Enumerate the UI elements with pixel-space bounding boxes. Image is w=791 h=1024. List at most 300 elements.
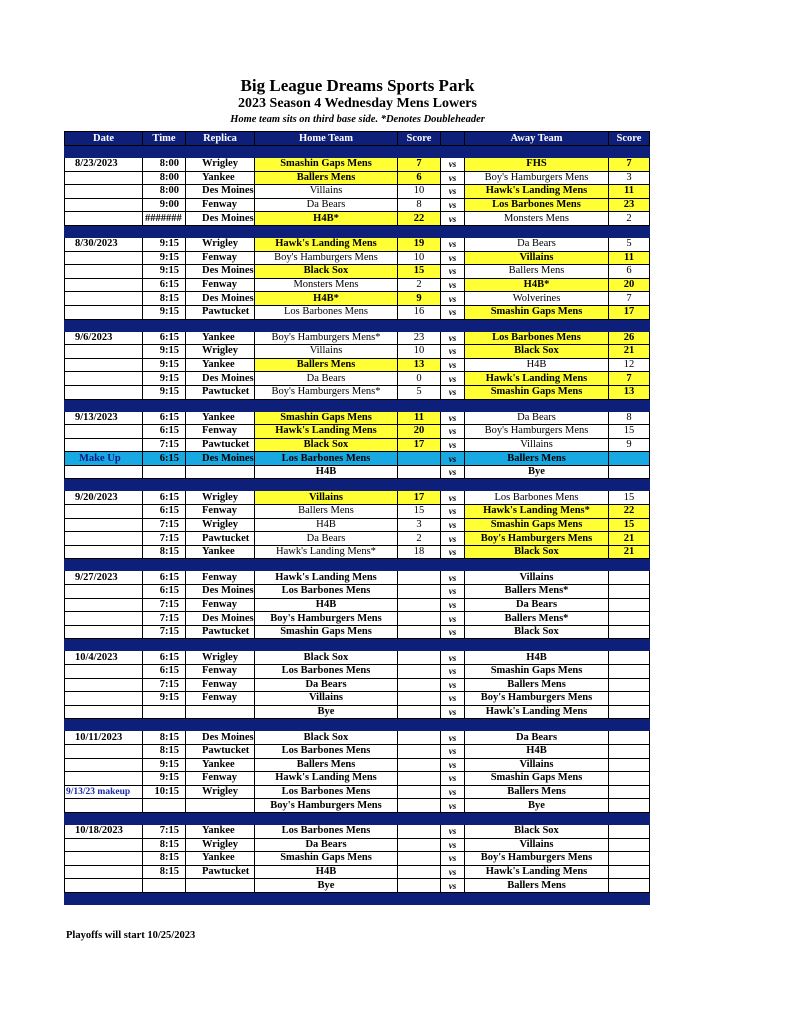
vs-label: vs xyxy=(441,171,465,185)
away-score xyxy=(609,692,650,706)
away-score xyxy=(609,705,650,719)
home-team: Los Barbones Mens xyxy=(255,585,398,599)
game-row xyxy=(65,571,650,585)
vs-label: vs xyxy=(441,838,465,852)
away-team: Smashin Gaps Mens xyxy=(465,772,609,786)
week-separator xyxy=(65,225,650,237)
game-time: 8:15 xyxy=(143,292,186,306)
away-score: 13 xyxy=(609,385,650,399)
vs-label: vs xyxy=(441,465,465,479)
header-row xyxy=(65,132,650,146)
away-score: 11 xyxy=(609,185,650,199)
home-score xyxy=(398,625,441,639)
away-team: Hawk's Landing Mens xyxy=(465,185,609,199)
game-time: 8:15 xyxy=(143,838,186,852)
game-date xyxy=(65,345,143,359)
game-field: Wrigley xyxy=(186,651,255,665)
home-score xyxy=(398,665,441,679)
separator-cell xyxy=(398,812,441,824)
vs-label: vs xyxy=(441,305,465,319)
home-team: Boy's Hamburgers Mens xyxy=(255,612,398,626)
game-date xyxy=(65,665,143,679)
home-score xyxy=(398,824,441,838)
vs-label: vs xyxy=(441,799,465,813)
separator-cell xyxy=(398,319,441,331)
away-team: H4B xyxy=(465,358,609,372)
game-date xyxy=(65,212,143,226)
game-row xyxy=(65,598,650,612)
game-date xyxy=(65,518,143,532)
away-score: 12 xyxy=(609,358,650,372)
separator-cell xyxy=(609,225,650,237)
separator-cell xyxy=(465,225,609,237)
game-field: Pawtucket xyxy=(186,744,255,758)
separator-cell xyxy=(609,812,650,824)
home-score: 15 xyxy=(398,505,441,519)
away-team: Boy's Hamburgers Mens xyxy=(465,425,609,439)
game-field: Yankee xyxy=(186,545,255,559)
game-row xyxy=(65,158,650,172)
away-team: Ballers Mens xyxy=(465,879,609,893)
game-date xyxy=(65,385,143,399)
game-field: Wrigley xyxy=(186,158,255,172)
game-field: Pawtucket xyxy=(186,305,255,319)
game-row xyxy=(65,772,650,786)
game-row xyxy=(65,651,650,665)
game-date xyxy=(65,251,143,265)
vs-label: vs xyxy=(441,651,465,665)
separator-cell xyxy=(465,399,609,411)
game-date xyxy=(65,585,143,599)
page-subtitle: 2023 Season 4 Wednesday Mens Lowers xyxy=(238,96,477,111)
vs-label: vs xyxy=(441,852,465,866)
game-row xyxy=(65,292,650,306)
vs-label: vs xyxy=(441,625,465,639)
vs-label: vs xyxy=(441,385,465,399)
away-team: Hawk's Landing Mens xyxy=(465,865,609,879)
vs-label: vs xyxy=(441,731,465,745)
home-score: 3 xyxy=(398,518,441,532)
home-team: Monsters Mens xyxy=(255,278,398,292)
home-score xyxy=(398,452,441,466)
separator-cell xyxy=(65,812,143,824)
game-row xyxy=(65,358,650,372)
game-date xyxy=(65,838,143,852)
home-team: Bye xyxy=(255,879,398,893)
game-time: 7:15 xyxy=(143,438,186,452)
game-date xyxy=(65,198,143,212)
game-row xyxy=(65,331,650,345)
game-time: 9:15 xyxy=(143,385,186,399)
home-team: Smashin Gaps Mens xyxy=(255,411,398,425)
home-score: 0 xyxy=(398,372,441,386)
separator-cell xyxy=(441,146,465,158)
home-score: 13 xyxy=(398,358,441,372)
separator-cell xyxy=(441,639,465,651)
home-score: 10 xyxy=(398,345,441,359)
home-score xyxy=(398,785,441,799)
game-date xyxy=(65,545,143,559)
separator-cell xyxy=(65,892,143,904)
game-date xyxy=(65,305,143,319)
separator-cell xyxy=(441,812,465,824)
away-team: Los Barbones Mens xyxy=(465,198,609,212)
home-team: Smashin Gaps Mens xyxy=(255,158,398,172)
game-field: Des Moines xyxy=(186,372,255,386)
game-field: Yankee xyxy=(186,852,255,866)
home-score: 5 xyxy=(398,385,441,399)
home-score: 15 xyxy=(398,265,441,279)
game-date: 9/20/2023 xyxy=(65,491,143,505)
separator-cell xyxy=(441,479,465,491)
separator-cell xyxy=(143,719,186,731)
away-team: Da Bears xyxy=(465,411,609,425)
game-date: 10/18/2023 xyxy=(65,824,143,838)
game-time: 6:15 xyxy=(143,331,186,345)
game-time: 6:15 xyxy=(143,665,186,679)
home-team: Black Sox xyxy=(255,731,398,745)
game-time: 7:15 xyxy=(143,612,186,626)
separator-cell xyxy=(441,719,465,731)
vs-label: vs xyxy=(441,331,465,345)
game-row xyxy=(65,265,650,279)
game-row xyxy=(65,438,650,452)
col-away-score: Score xyxy=(609,132,650,146)
away-team: H4B* xyxy=(465,278,609,292)
game-time: 9:15 xyxy=(143,265,186,279)
away-score xyxy=(609,651,650,665)
home-team: Boy's Hamburgers Mens* xyxy=(255,385,398,399)
game-date xyxy=(65,265,143,279)
separator-cell xyxy=(143,319,186,331)
home-score: 6 xyxy=(398,171,441,185)
separator-cell xyxy=(186,146,255,158)
separator-cell xyxy=(398,639,441,651)
home-score xyxy=(398,612,441,626)
home-score: 17 xyxy=(398,491,441,505)
vs-label: vs xyxy=(441,678,465,692)
away-team: Monsters Mens xyxy=(465,212,609,226)
vs-label: vs xyxy=(441,705,465,719)
game-field: Fenway xyxy=(186,198,255,212)
game-row xyxy=(65,678,650,692)
separator-cell xyxy=(255,479,398,491)
game-time: 9:15 xyxy=(143,358,186,372)
week-separator xyxy=(65,559,650,571)
game-time: 9:15 xyxy=(143,305,186,319)
vs-label: vs xyxy=(441,491,465,505)
away-score: 21 xyxy=(609,532,650,546)
home-team: H4B xyxy=(255,518,398,532)
game-field: Fenway xyxy=(186,278,255,292)
game-time: 8:15 xyxy=(143,731,186,745)
game-row xyxy=(65,491,650,505)
vs-label: vs xyxy=(441,532,465,546)
game-field: Des Moines xyxy=(186,185,255,199)
home-team: H4B xyxy=(255,865,398,879)
game-date: 10/4/2023 xyxy=(65,651,143,665)
game-date: 9/13/2023 xyxy=(65,411,143,425)
game-row xyxy=(65,237,650,251)
away-team: Da Bears xyxy=(465,731,609,745)
separator-cell xyxy=(255,399,398,411)
col-date: Date xyxy=(65,132,143,146)
home-score xyxy=(398,651,441,665)
game-row xyxy=(65,185,650,199)
home-score: 22 xyxy=(398,212,441,226)
week-separator xyxy=(65,319,650,331)
separator-cell xyxy=(143,479,186,491)
game-time: 8:15 xyxy=(143,865,186,879)
home-score xyxy=(398,692,441,706)
game-row xyxy=(65,465,650,479)
separator-cell xyxy=(143,146,186,158)
separator-cell xyxy=(441,559,465,571)
separator-cell xyxy=(65,319,143,331)
separator-cell xyxy=(186,559,255,571)
game-date xyxy=(65,692,143,706)
away-team: Boy's Hamburgers Mens xyxy=(465,692,609,706)
away-score xyxy=(609,772,650,786)
game-time: 6:15 xyxy=(143,651,186,665)
game-time: 8:15 xyxy=(143,545,186,559)
col-home-team: Home Team xyxy=(255,132,398,146)
away-team: FHS xyxy=(465,158,609,172)
vs-label: vs xyxy=(441,571,465,585)
game-field: Fenway xyxy=(186,251,255,265)
away-team: Black Sox xyxy=(465,345,609,359)
home-score xyxy=(398,758,441,772)
game-row xyxy=(65,612,650,626)
game-date xyxy=(65,598,143,612)
vs-label: vs xyxy=(441,865,465,879)
home-score xyxy=(398,838,441,852)
separator-cell xyxy=(441,892,465,904)
game-date xyxy=(65,292,143,306)
game-field: Des Moines xyxy=(186,292,255,306)
col-home-score: Score xyxy=(398,132,441,146)
game-time: 8:15 xyxy=(143,852,186,866)
home-team: H4B* xyxy=(255,292,398,306)
vs-label: vs xyxy=(441,237,465,251)
game-row xyxy=(65,879,650,893)
game-row xyxy=(65,625,650,639)
game-row xyxy=(65,585,650,599)
game-row xyxy=(65,372,650,386)
home-team: Ballers Mens xyxy=(255,505,398,519)
game-field: Wrigley xyxy=(186,237,255,251)
separator-cell xyxy=(609,479,650,491)
away-score xyxy=(609,799,650,813)
away-team: Boy's Hamburgers Mens xyxy=(465,171,609,185)
game-field xyxy=(186,879,255,893)
separator-cell xyxy=(255,319,398,331)
home-score xyxy=(398,772,441,786)
game-field: Des Moines xyxy=(186,612,255,626)
game-row xyxy=(65,744,650,758)
vs-label: vs xyxy=(441,879,465,893)
game-time: 6:15 xyxy=(143,411,186,425)
home-score xyxy=(398,571,441,585)
week-separator xyxy=(65,639,650,651)
game-date xyxy=(65,612,143,626)
away-score: 17 xyxy=(609,305,650,319)
away-team: Ballers Mens xyxy=(465,678,609,692)
game-field: Fenway xyxy=(186,505,255,519)
game-time: 8:00 xyxy=(143,158,186,172)
separator-cell xyxy=(465,812,609,824)
week-separator xyxy=(65,146,650,158)
game-time xyxy=(143,705,186,719)
game-date xyxy=(65,185,143,199)
home-team: Smashin Gaps Mens xyxy=(255,625,398,639)
game-row xyxy=(65,171,650,185)
home-score xyxy=(398,744,441,758)
game-time: 10:15 xyxy=(143,785,186,799)
home-team: Bye xyxy=(255,705,398,719)
game-row xyxy=(65,518,650,532)
game-date xyxy=(65,438,143,452)
game-row xyxy=(65,385,650,399)
separator-cell xyxy=(143,225,186,237)
separator-cell xyxy=(186,639,255,651)
game-row xyxy=(65,785,650,799)
game-field: Yankee xyxy=(186,411,255,425)
away-team: Los Barbones Mens xyxy=(465,491,609,505)
game-row xyxy=(65,545,650,559)
home-score xyxy=(398,799,441,813)
away-score: 2 xyxy=(609,212,650,226)
game-date: 9/27/2023 xyxy=(65,571,143,585)
vs-label: vs xyxy=(441,518,465,532)
vs-label: vs xyxy=(441,505,465,519)
home-score: 10 xyxy=(398,185,441,199)
away-team: Da Bears xyxy=(465,598,609,612)
vs-label: vs xyxy=(441,758,465,772)
away-score xyxy=(609,838,650,852)
game-time: 9:15 xyxy=(143,237,186,251)
away-score xyxy=(609,452,650,466)
game-field: Des Moines xyxy=(186,265,255,279)
game-date xyxy=(65,705,143,719)
home-team: Da Bears xyxy=(255,678,398,692)
home-score: 9 xyxy=(398,292,441,306)
vs-label: vs xyxy=(441,744,465,758)
away-team: Villains xyxy=(465,758,609,772)
separator-cell xyxy=(143,812,186,824)
game-date xyxy=(65,678,143,692)
game-time xyxy=(143,799,186,813)
game-date xyxy=(65,799,143,813)
game-time: 9:15 xyxy=(143,345,186,359)
game-field: Des Moines xyxy=(186,212,255,226)
game-field xyxy=(186,465,255,479)
game-field: Fenway xyxy=(186,692,255,706)
game-date xyxy=(65,278,143,292)
game-row xyxy=(65,665,650,679)
week-separator xyxy=(65,719,650,731)
separator-cell xyxy=(143,399,186,411)
away-score xyxy=(609,852,650,866)
home-team: H4B xyxy=(255,598,398,612)
separator-cell xyxy=(186,719,255,731)
away-team: Ballers Mens* xyxy=(465,585,609,599)
week-separator xyxy=(65,479,650,491)
away-score xyxy=(609,865,650,879)
home-score xyxy=(398,705,441,719)
game-time: 8:00 xyxy=(143,185,186,199)
game-field: Pawtucket xyxy=(186,385,255,399)
separator-cell xyxy=(465,639,609,651)
game-row xyxy=(65,345,650,359)
game-date xyxy=(65,852,143,866)
separator-cell xyxy=(441,319,465,331)
separator-cell xyxy=(255,225,398,237)
separator-cell xyxy=(186,892,255,904)
away-team: Hawk's Landing Mens xyxy=(465,705,609,719)
vs-label: vs xyxy=(441,345,465,359)
schedule-note: Home team sits on third base side. *Denotes Doubleheader xyxy=(230,114,485,125)
away-score: 21 xyxy=(609,545,650,559)
separator-cell xyxy=(255,639,398,651)
away-score: 20 xyxy=(609,278,650,292)
game-time: 7:15 xyxy=(143,518,186,532)
separator-cell xyxy=(465,319,609,331)
game-date xyxy=(65,372,143,386)
game-time: 8:00 xyxy=(143,171,186,185)
separator-cell xyxy=(609,639,650,651)
game-row xyxy=(65,452,650,466)
separator-cell xyxy=(465,719,609,731)
game-time: 9:15 xyxy=(143,251,186,265)
game-row xyxy=(65,824,650,838)
separator-cell xyxy=(609,146,650,158)
game-field: Wrigley xyxy=(186,838,255,852)
away-team: Bye xyxy=(465,465,609,479)
game-time: 9:15 xyxy=(143,372,186,386)
separator-cell xyxy=(398,225,441,237)
home-score: 11 xyxy=(398,411,441,425)
vs-label: vs xyxy=(441,612,465,626)
game-date xyxy=(65,865,143,879)
game-row xyxy=(65,838,650,852)
vs-label: vs xyxy=(441,665,465,679)
game-time: 9:15 xyxy=(143,692,186,706)
away-team: Da Bears xyxy=(465,237,609,251)
home-score xyxy=(398,678,441,692)
vs-label: vs xyxy=(441,278,465,292)
home-score xyxy=(398,465,441,479)
game-field: Des Moines xyxy=(186,452,255,466)
away-score xyxy=(609,785,650,799)
separator-cell xyxy=(143,559,186,571)
home-team: Los Barbones Mens xyxy=(255,452,398,466)
game-time: 9:15 xyxy=(143,758,186,772)
home-team: H4B* xyxy=(255,212,398,226)
game-date xyxy=(65,171,143,185)
away-team: Ballers Mens xyxy=(465,452,609,466)
col-replica: Replica xyxy=(186,132,255,146)
away-team: Hawk's Landing Mens xyxy=(465,372,609,386)
away-score: 6 xyxy=(609,265,650,279)
separator-cell xyxy=(441,399,465,411)
separator-cell xyxy=(255,146,398,158)
home-team: Hawk's Landing Mens xyxy=(255,425,398,439)
game-field: Wrigley xyxy=(186,785,255,799)
game-field: Wrigley xyxy=(186,345,255,359)
separator-cell xyxy=(609,719,650,731)
game-time: 7:15 xyxy=(143,678,186,692)
